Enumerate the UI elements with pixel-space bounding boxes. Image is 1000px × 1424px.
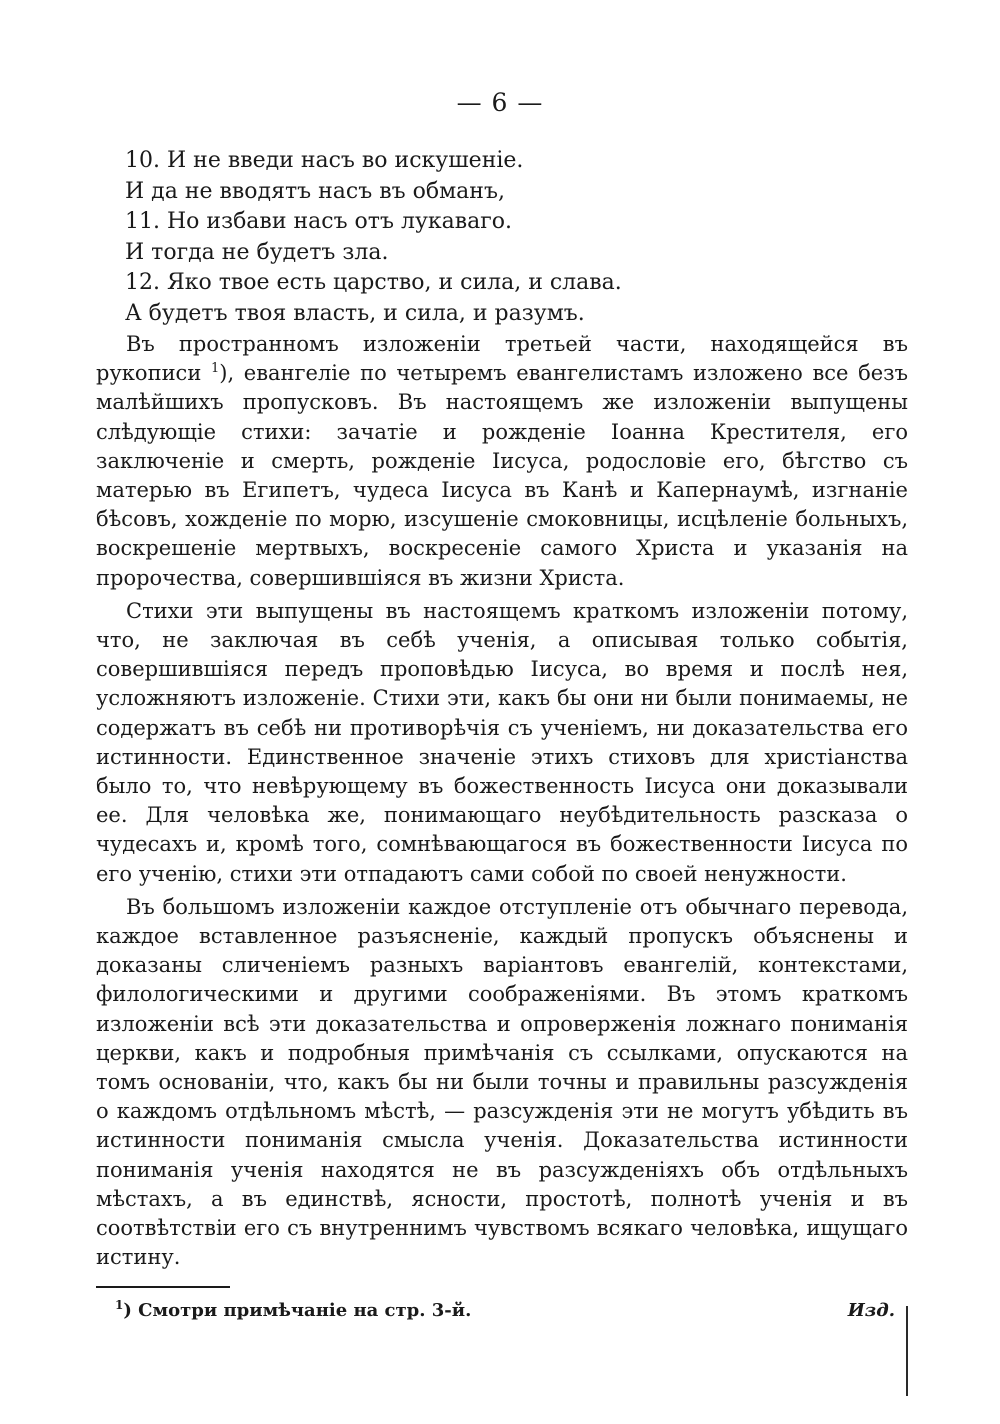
prayer-line: И тогда не будетъ зла. [125, 239, 389, 265]
prayer-verses [125, 146, 885, 329]
prayer-line: 12. Яко твое есть царство, и сила, и слава. [125, 270, 622, 295]
paragraph-omitted-verses [96, 330, 908, 593]
footnote-text: ) Смотри примѣчаніе на стр. 3-й. [123, 1300, 472, 1321]
prayer-line: И да не вводятъ насъ въ обманъ, [125, 178, 505, 204]
editor-note: Изд. [847, 1300, 895, 1321]
paragraph-text: Въ пространномъ изложеніи третьей части, находящейся въ рукописи [96, 332, 908, 386]
paragraph-reason: Стихи эти выпущены въ настоящемъ краткомъ изложеніи потому, что, не заключая въ себѣ ученія, а описывая только событія, совершившіяся передъ проповѣдью Іисуса, во время и послѣ нея, усложняютъ изложеніе. Стихи эти, какъ бы они ни были понимаемы, не содержатъ въ себѣ ни противорѣчія съ ученіемъ, ни доказательства его истинности. Единственное значеніе этихъ стиховъ для христіанства было то, что невѣрующему въ божественность Іисуса они доказывали ее. Для человѣка же, понимающаго неубѣдительность разсказа о чудесахъ и, кромѣ того, сомнѣвающагося въ божественности Іисуса по его ученію, стихи эти отпадаютъ сами собой по своей ненужности. [96, 598, 908, 886]
footnote-text-wrap [115, 1298, 471, 1321]
prayer-line: 11. Но избави насъ отъ лукаваго. [125, 209, 513, 234]
paragraph-text: ), евангеліе по четыремъ евангелистамъ изложено все безъ малѣйшихъ пропусковъ. Въ настоящемъ же изложеніи выпущены слѣдующіе стихи: зачатіе и рожденіе Іоанна Крестителя, его заключеніе и смерть, рожденіе Іисуса, родословіе его, бѣгство съ матерью въ Египетъ, чудеса Іисуса въ Канѣ и Капернаумѣ, изгнаніе бѣсовъ, хожденіе по морю, изсушеніе смоковницы, исцѣленіе больныхъ, воскрешеніе мертвыхъ, воскресеніе самого Христа и указанія на пророчества, совершившіяся въ жизни Христа. [96, 361, 908, 590]
scan-edge-mark [906, 1306, 908, 1396]
footnote-reference: 1 [210, 361, 220, 377]
prayer-line: А будетъ твоя власть, и сила, и разумъ. [125, 300, 585, 326]
footnote [115, 1298, 895, 1321]
paragraph-proofs: Въ большомъ изложеніи каждое отступленіе отъ обычнаго перевода, каждое вставленное разъясненіе, каждый пропускъ объяснены и доказаны сличеніемъ разныхъ варіантовъ евангелій, контекстами, филологическими и другими соображеніями. Въ этомъ краткомъ изложеніи всѣ эти доказательства и опроверженія ложнаго пониманія церкви, какъ и подробныя примѣчанія съ ссылками, опускаются на томъ основаніи, что, какъ бы ни были точны и правильны разсужденія о каждомъ отдѣльномъ мѣстѣ, — разсужденія эти не могутъ убѣдить въ истинности пониманія смысла ученія. Доказательства истинности пониманія ученія находятся не въ разсужденіяхъ объ отдѣльныхъ мѣстахъ, а въ единствѣ, ясности, простотѣ, полнотѣ ученія и въ соотвѣтствіи его съ внутреннимъ чувствомъ всякаго человѣка, ищущаго истину. [96, 894, 908, 1270]
body-text [96, 330, 908, 1277]
prayer-line: 10. И не введи насъ во искушеніе. [125, 148, 524, 173]
page-number: — 6 — [456, 88, 544, 117]
footnote-divider [96, 1286, 230, 1288]
footnote-number: 1 [115, 1298, 124, 1312]
